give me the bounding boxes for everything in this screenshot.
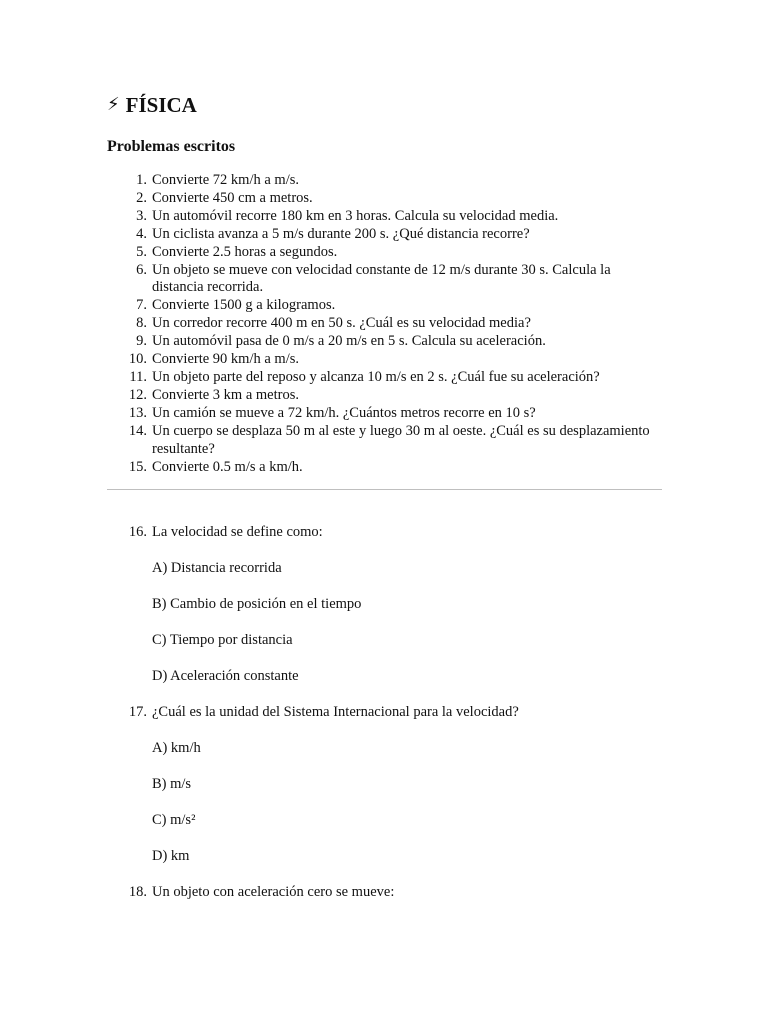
- question-text: La velocidad se define como:: [152, 524, 323, 541]
- document-page: [107, 88, 662, 901]
- list-item: [107, 369, 662, 387]
- list-item-number: 1.: [136, 172, 147, 188]
- list-item: [107, 333, 662, 351]
- list-item-text: Un ciclista avanza a 5 m/s durante 200 s. ¿Qué distancia recorre?: [152, 225, 530, 242]
- list-item-number: 2.: [136, 189, 147, 206]
- divider: [107, 489, 662, 490]
- list-item-number: 11.: [129, 368, 147, 385]
- list-item: [107, 190, 662, 208]
- list-item-text: Un automóvil recorre 180 km en 3 horas. Calcula su velocidad media.: [152, 207, 559, 224]
- list-item-number: 3.: [136, 207, 147, 224]
- answer-option: B) Cambio de posición en el tiempo: [152, 596, 362, 613]
- list-item-text: Convierte 3 km a metros.: [152, 386, 299, 403]
- list-item: [107, 405, 662, 423]
- list-item-number: 4.: [136, 225, 147, 242]
- list-item-text: Un automóvil pasa de 0 m/s a 20 m/s en 5 s. Calcula su aceleración.: [152, 333, 546, 350]
- lightning-icon: ⚡: [107, 94, 120, 115]
- page-title: [107, 88, 662, 122]
- problem-list: [107, 172, 662, 476]
- list-item: [107, 459, 662, 477]
- list-item-number: 10.: [128, 351, 147, 368]
- list-item-text: Convierte 0.5 m/s a km/h.: [152, 458, 303, 475]
- list-item-text: Un objeto se mueve con velocidad constante de 12 m/s durante 30 s. Calcula la distancia recorrida.: [152, 261, 611, 296]
- list-item-number: 13.: [128, 404, 147, 421]
- list-item-number: 7.: [136, 297, 147, 314]
- list-item-number: 6.: [136, 261, 147, 278]
- list-item-number: 5.: [136, 243, 147, 260]
- question-text: ¿Cuál es la unidad del Sistema Internacional para la velocidad?: [152, 704, 519, 721]
- list-item: [107, 351, 662, 369]
- question-number: 17.: [128, 704, 147, 721]
- list-item-number: 14.: [128, 422, 147, 439]
- list-item: [107, 297, 662, 315]
- multiple-choice-section: [107, 523, 662, 901]
- page-title-text: FÍSICA: [125, 93, 197, 117]
- list-item: [107, 387, 662, 405]
- answer-option: A) Distancia recorrida: [152, 560, 282, 577]
- list-item-text: Convierte 450 cm a metros.: [152, 189, 313, 206]
- list-item-text: Convierte 2.5 horas a segundos.: [152, 243, 338, 260]
- list-item: [107, 172, 662, 190]
- list-item: [107, 244, 662, 262]
- list-item: [107, 208, 662, 226]
- question-text: Un objeto con aceleración cero se mueve:: [152, 884, 395, 901]
- list-item: [107, 315, 662, 333]
- list-item-text: Un camión se mueve a 72 km/h. ¿Cuántos metros recorre en 10 s?: [152, 404, 536, 421]
- list-item-text: Convierte 90 km/h a m/s.: [152, 351, 299, 368]
- list-item: [107, 226, 662, 244]
- section-title: Problemas escritos: [107, 138, 236, 155]
- question: [107, 523, 662, 541]
- list-item-number: 15.: [128, 458, 147, 475]
- list-item-text: Un corredor recorre 400 m en 50 s. ¿Cuál es su velocidad media?: [152, 315, 531, 332]
- list-item-text: Un objeto parte del reposo y alcanza 10 m/s en 2 s. ¿Cuál fue su aceleración?: [152, 368, 600, 385]
- list-item-number: 8.: [136, 315, 147, 332]
- answer-option: C) m/s²: [152, 812, 196, 829]
- list-item-number: 9.: [136, 333, 147, 350]
- question: [107, 883, 662, 901]
- question-number: 18.: [128, 884, 147, 901]
- list-item: [107, 262, 662, 298]
- list-item-text: Convierte 72 km/h a m/s.: [152, 172, 299, 188]
- answer-option: D) km: [152, 848, 190, 865]
- answer-option: A) km/h: [152, 740, 201, 757]
- question-number: 16.: [128, 524, 147, 541]
- list-item-number: 12.: [128, 386, 147, 403]
- list-item: [107, 423, 662, 459]
- answer-option: B) m/s: [152, 776, 192, 793]
- answer-option: D) Aceleración constante: [152, 668, 299, 685]
- list-item-text: Un cuerpo se desplaza 50 m al este y luego 30 m al oeste. ¿Cuál es su desplazamiento resultante?: [152, 422, 650, 457]
- list-item-text: Convierte 1500 g a kilogramos.: [152, 297, 336, 314]
- answer-option: C) Tiempo por distancia: [152, 632, 293, 649]
- question: [107, 703, 662, 721]
